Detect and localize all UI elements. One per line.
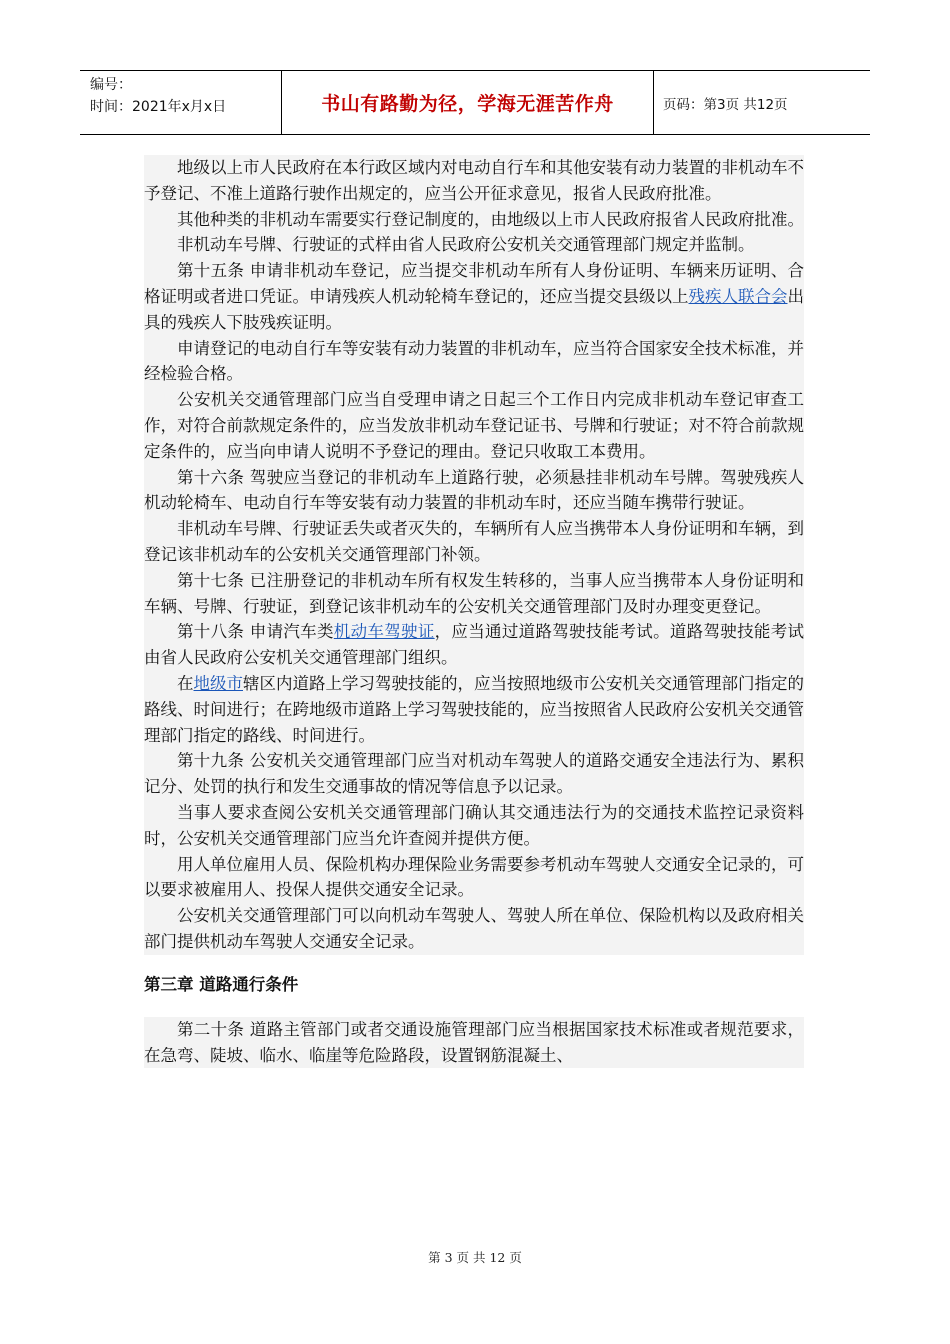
document-code-label: 编号： bbox=[90, 77, 132, 93]
paragraph: 公安机关交通管理部门应当自受理申请之日起三个工作日内完成非机动车登记审查工作，对符合前款规定条件的，应当发放非机动车登记证书、号牌和行驶证；对不符合前款规定条件的，应当向申请人说明不予登记的理由。登记只收取工本费用。 bbox=[144, 387, 804, 464]
text-span: ，应当通过道路驾驶技能考试。道路驾驶技能考试由省人民政府公安机关交通管理部门组织。 bbox=[144, 622, 805, 668]
paragraph: 其他种类的非机动车需要实行登记制度的，由地级以上市人民政府报省人民政府批准。 bbox=[144, 207, 804, 233]
header-motto: 书山有路勤为径，学海无涯苦作舟 bbox=[282, 71, 654, 134]
paragraph: 公安机关交通管理部门可以向机动车驾驶人、驾驶人所在单位、保险机构以及政府相关部门提供机动车驾驶人交通安全记录。 bbox=[144, 903, 804, 955]
article-20: 第二十条 道路主管部门或者交通设施管理部门应当根据国家技术标准或者规范要求，在急弯、陡坡、临水、临崖等危险路段，设置钢筋混凝土、 bbox=[144, 1017, 804, 1069]
text-span: 辖区内道路上学习驾驶技能的，应当按照地级市公安机关交通管理部门指定的路线、时间进行；在跨地级市道路上学习驾驶技能的，应当按照省人民政府公安机关交通管理部门指定的路线、时间进行。 bbox=[144, 673, 804, 745]
paragraph: 非机动车号牌、行驶证的式样由省人民政府公安机关交通管理部门规定并监制。 bbox=[144, 232, 804, 258]
text-span: 在 bbox=[177, 673, 194, 693]
article-15 bbox=[144, 258, 804, 335]
text-span: 第十五条 申请非机动车登记，应当提交非机动车所有人身份证明、车辆来历证明、合格证明或者进口凭证。申请残疾人机动轮椅车登记的，还应当提交县级以上 bbox=[144, 261, 804, 306]
document-body bbox=[144, 155, 804, 1068]
paragraph: 非机动车号牌、行驶证丢失或者灭失的，车辆所有人应当携带本人身份证明和车辆，到登记该非机动车的公安机关交通管理部门补领。 bbox=[144, 516, 804, 568]
article-19: 第十九条 公安机关交通管理部门应当对机动车驾驶人的道路交通安全违法行为、累积记分、处罚的执行和发生交通事故的情况等信息予以记录。 bbox=[144, 748, 804, 800]
article-16: 第十六条 驾驶应当登记的非机动车上道路行驶，必须悬挂非机动车号牌。驾驶残疾人机动轮椅车、电动自行车等安装有动力装置的非机动车时，还应当随车携带行驶证。 bbox=[144, 465, 804, 517]
prefecture-city-link[interactable]: 地级市 bbox=[193, 673, 243, 693]
text-span: 出具的残疾人下肢残疾证明。 bbox=[144, 286, 804, 332]
paragraph: 申请登记的电动自行车等安装有动力装置的非机动车，应当符合国家安全技术标准，并经检验合格。 bbox=[144, 336, 804, 388]
text-span: 第十八条 申请汽车类 bbox=[177, 622, 334, 642]
paragraph: 用人单位雇用人员、保险机构办理保险业务需要参考机动车驾驶人交通安全记录的，可以要求被雇用人、投保人提供交通安全记录。 bbox=[144, 852, 804, 904]
paragraph: 地级以上市人民政府在本行政区域内对电动自行车和其他安装有动力装置的非机动车不予登记、不准上道路行驶作出规定的，应当公开征求意见，报省人民政府批准。 bbox=[144, 155, 804, 207]
header-page-info: 页码：第3页 共12页 bbox=[663, 96, 788, 113]
paragraph bbox=[144, 671, 804, 748]
document-date: 时间：2021年x月x日 bbox=[90, 99, 227, 115]
disabled-persons-federation-link[interactable]: 残疾人联合会 bbox=[688, 286, 788, 306]
driving-license-link[interactable]: 机动车驾驶证 bbox=[333, 622, 435, 642]
page-header bbox=[80, 70, 870, 135]
article-18 bbox=[144, 619, 804, 671]
header-meta bbox=[80, 71, 282, 134]
chapter-heading: 第三章 道路通行条件 bbox=[144, 974, 299, 994]
page-footer: 第 3 页 共 12 页 bbox=[428, 1250, 522, 1265]
paragraph: 当事人要求查阅公安机关交通管理部门确认其交通违法行为的交通技术监控记录资料时，公安机关交通管理部门应当允许查阅并提供方便。 bbox=[144, 800, 804, 852]
article-17: 第十七条 已注册登记的非机动车所有权发生转移的，当事人应当携带本人身份证明和车辆、号牌、行驶证，到登记该非机动车的公安机关交通管理部门及时办理变更登记。 bbox=[144, 568, 804, 620]
